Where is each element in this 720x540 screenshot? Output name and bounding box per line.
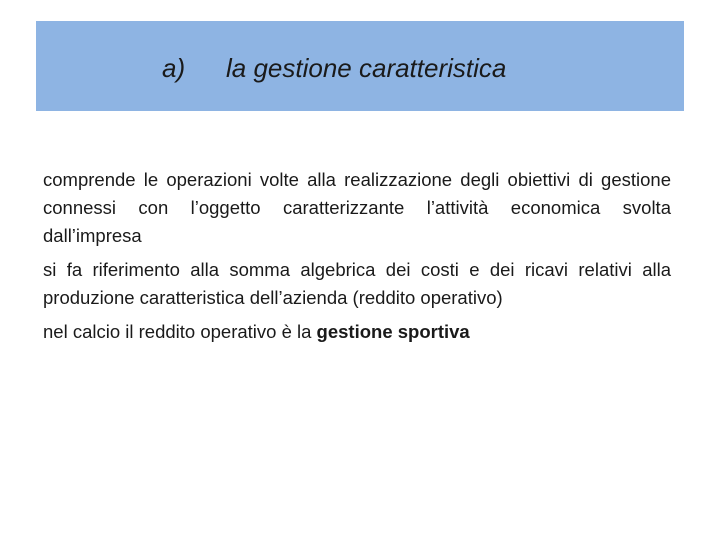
paragraph-football-prefix: nel calcio il reddito operativo è la [43, 321, 317, 342]
paragraph-reference: si fa riferimento alla somma algebrica dei costi e dei ricavi relativi alla produzione caratteristica dell’azienda (reddito operativo) [43, 259, 671, 308]
title-list-marker: a) [162, 53, 186, 83]
paragraph-football-emphasis: gestione sportiva [316, 321, 470, 342]
paragraph-definition: comprende le operazioni volte alla realizzazione degli obiettivi di gestione connessi con l’oggetto caratterizzante l’attività economica svolta dall’impresa [43, 169, 671, 246]
title-banner [36, 21, 684, 111]
slide-body [43, 166, 671, 352]
title-label: la gestione caratteristica [226, 53, 507, 83]
paragraph-football [43, 318, 671, 346]
